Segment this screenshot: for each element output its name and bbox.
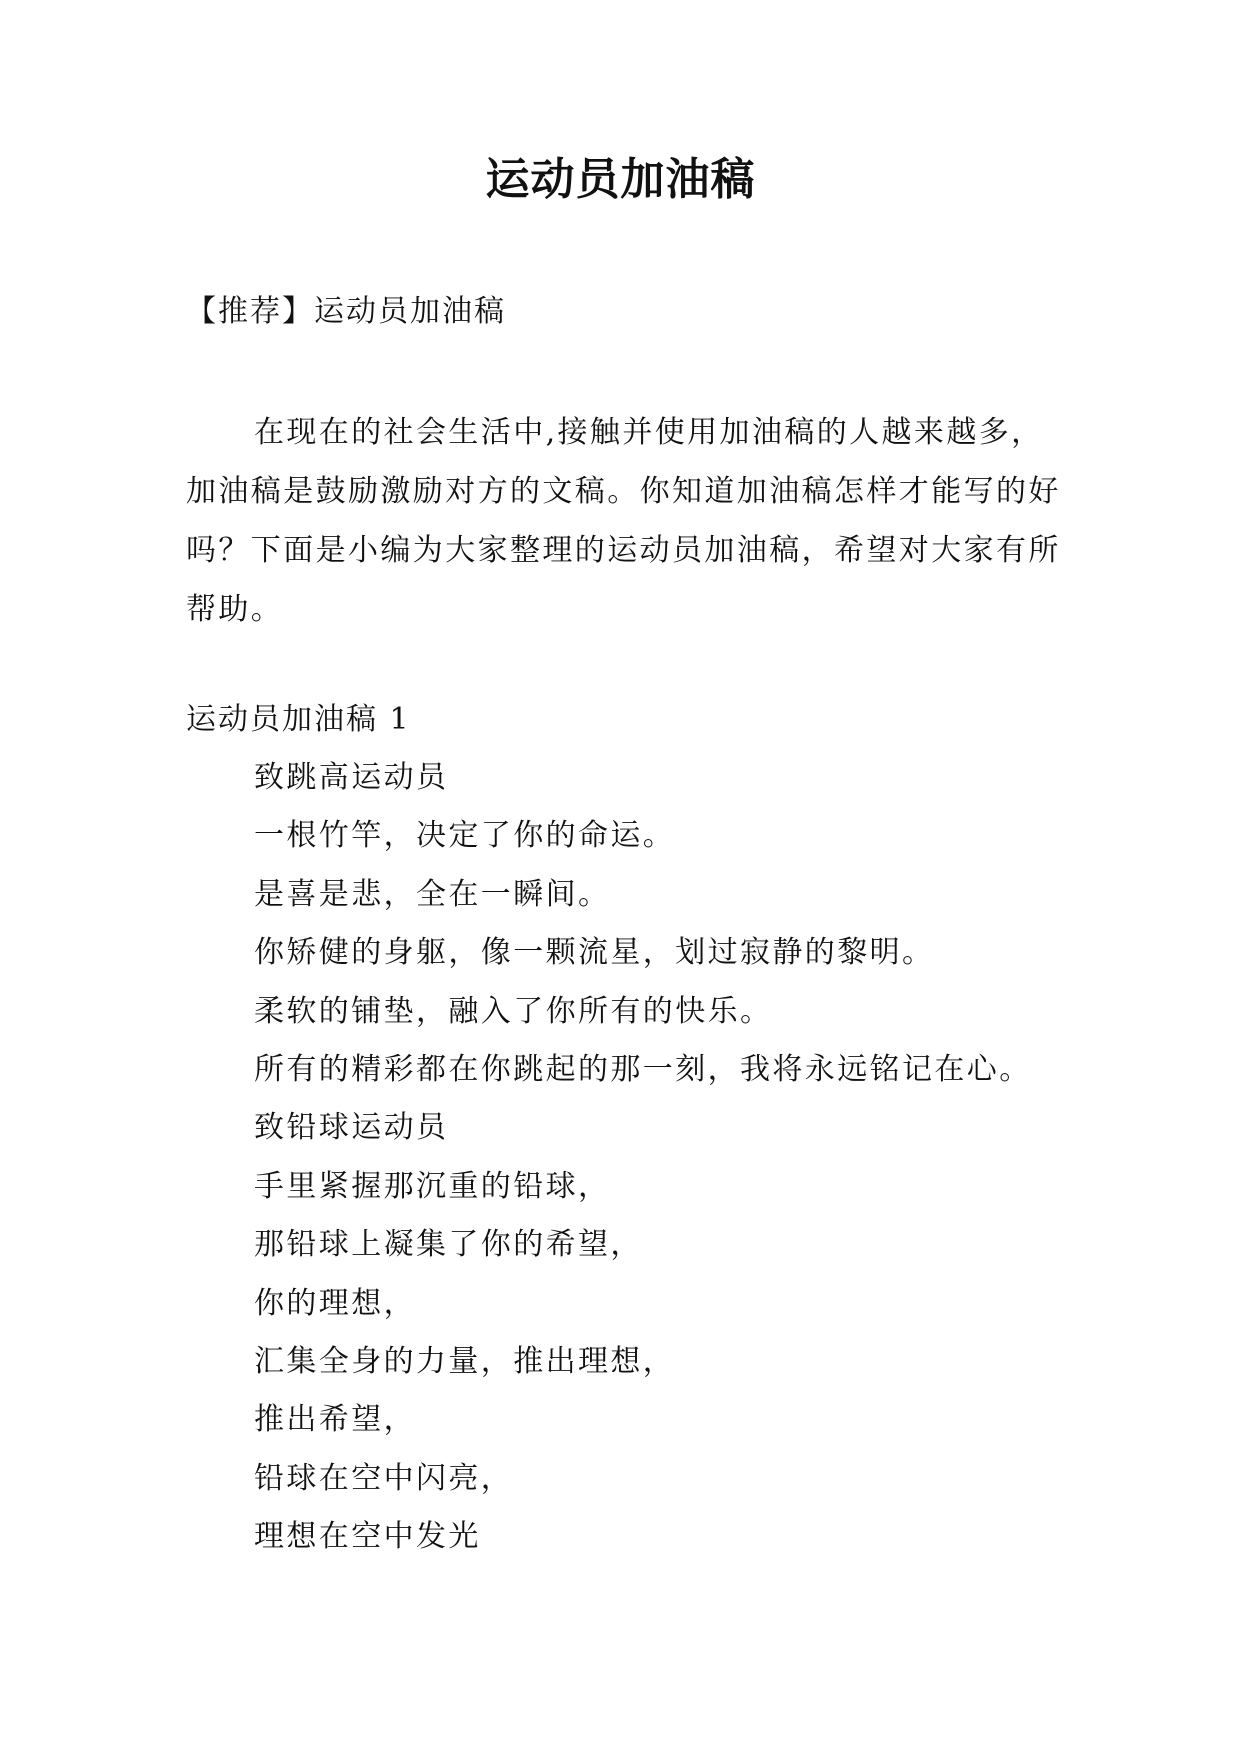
- poem-line: 一根竹竿，决定了你的命运。: [254, 818, 676, 854]
- poem-line: 致铅球运动员: [254, 1110, 449, 1146]
- poem-line: 铅球在空中闪亮，: [254, 1460, 514, 1496]
- intro-paragraph: 在现在的社会生活中,接触并使用加油稿的人越来越多，加油稿是鼓励激励对方的文稿。你知道加油稿怎样才能写的好吗？下面是小编为大家整理的运动员加油稿，希望对大家有所帮助。: [186, 415, 1061, 627]
- section-heading: 运动员加油稿 1: [186, 702, 411, 737]
- document-title: 运动员加油稿: [485, 154, 756, 205]
- poem-line: 柔软的铺垫，融入了你所有的快乐。: [254, 993, 773, 1029]
- poem-lines: [254, 756, 1032, 1573]
- poem-line: 致跳高运动员: [254, 760, 449, 795]
- poem-line: 你的理想，: [254, 1285, 416, 1321]
- poem-line: 所有的精彩都在你跳起的那一刻，我将永远铭记在心。: [254, 1051, 1032, 1087]
- document-subtitle: 【推荐】运动员加油稿: [186, 294, 506, 329]
- poem-line: 是喜是悲，全在一瞬间。: [254, 876, 611, 912]
- poem-line: 理想在空中发光: [254, 1519, 481, 1555]
- poem-line: 手里紧握那沉重的铅球，: [254, 1168, 611, 1204]
- poem-line: 那铅球上凝集了你的希望，: [254, 1227, 643, 1263]
- poem-line: 你矫健的身躯，像一颗流星，划过寂静的黎明。: [254, 935, 935, 971]
- poem-line: 汇集全身的力量，推出理想，: [254, 1343, 676, 1379]
- poem-line: 推出希望，: [254, 1402, 416, 1438]
